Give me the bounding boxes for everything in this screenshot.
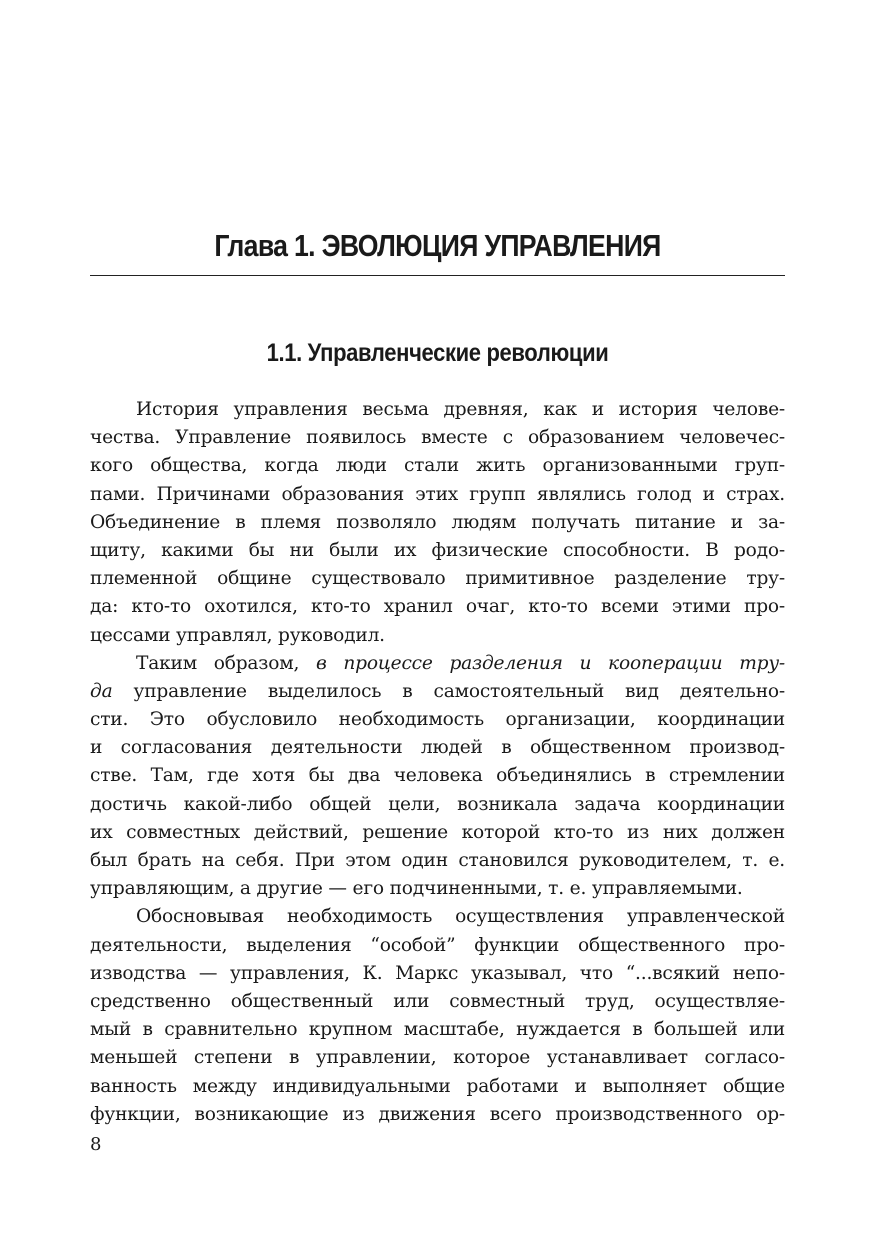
text-line: стве. Там, где хотя бы два человека объединялись в стремлении — [90, 765, 785, 787]
text-line: чества. Управление появилось вместе с образованием человечес- — [90, 427, 785, 449]
emphasis-text: в процессе разделения и кооперации тру- — [316, 652, 786, 674]
text-line: был брать на себя. При этом один становился руководителем, т. е. — [90, 850, 785, 871]
section-title: 1.1. Управленческие революции — [266, 339, 609, 367]
text-line: их совместных действий, решение которой кто-то из них должен — [90, 821, 785, 843]
text-line: и согласования деятельности людей в общественном производ- — [90, 737, 785, 759]
text-line: средственно общественный или совместный труд, осуществляе- — [90, 990, 785, 1012]
text-line: да: кто-то охотился, кто-то хранил очаг, кто-то всеми этими про- — [90, 596, 785, 618]
text-run: Таким образом, — [136, 652, 316, 674]
text-line: достичь какой-либо общей цели, возникала задача координации — [90, 793, 785, 815]
text-line: сти. Это обусловило необходимость организации, координации — [90, 709, 785, 731]
text-line: деятельности, выделения “особой” функции общественного про- — [90, 934, 785, 956]
text-run: управление выделилось в самостоятельный вид деятельно- — [112, 680, 785, 702]
emphasis-text: да — [90, 680, 113, 702]
text-line: функции, возникающие из движения всего производственного ор- — [90, 1103, 785, 1125]
text-line — [90, 650, 785, 678]
text-line: мый в сравнительно крупном масштабе, нуждается в большей или — [90, 1019, 785, 1041]
text-line: племенной общине существовало примитивное разделение тру- — [90, 568, 785, 590]
text-line: щиту, какими бы ни были их физические способности. В родо- — [90, 539, 785, 561]
text-line: кого общества, когда люди стали жить организованными груп- — [90, 455, 785, 477]
body-text — [90, 396, 785, 1129]
text-line: меньшей степени в управлении, которое устанавливает согласо- — [90, 1047, 785, 1069]
chapter-title: Глава 1. ЭВОЛЮЦИЯ УПРАВЛЕНИЯ — [214, 228, 661, 263]
text-line: История управления весьма древняя, как и история челове- — [136, 399, 785, 420]
chapter-rule — [90, 275, 785, 276]
text-line: изводства — управления, К. Маркс указывал, что “...всякий непо- — [90, 962, 785, 984]
text-line: управляющим, а другие — его подчиненными, т. е. управляемыми. — [90, 878, 743, 900]
text-line: цессами управлял, руководил. — [90, 624, 385, 646]
text-line: ванность между индивидуальными работами и выполняет общие — [90, 1075, 785, 1097]
text-line: Обосновывая необходимость осуществления управленческой — [136, 906, 785, 928]
page-number: 8 — [90, 1134, 102, 1155]
text-line — [90, 678, 785, 706]
text-line: пами. Причинами образования этих групп являлись голод и страх. — [90, 483, 785, 505]
text-line: Объединение в племя позволяло людям получать питание и за- — [90, 511, 785, 533]
